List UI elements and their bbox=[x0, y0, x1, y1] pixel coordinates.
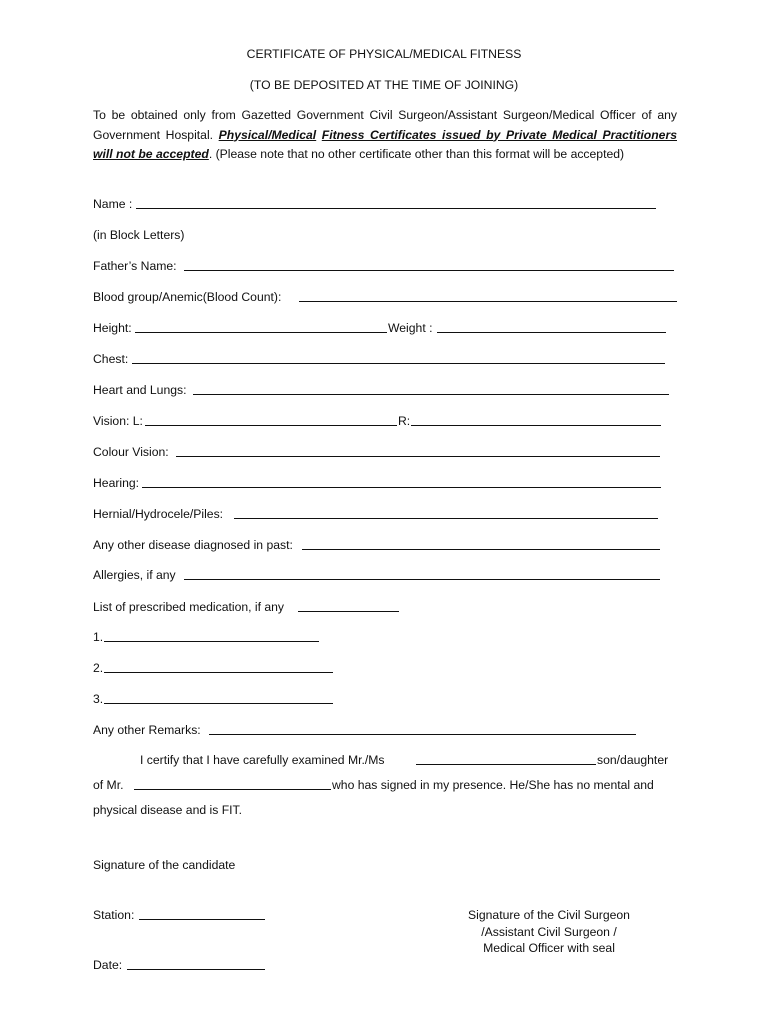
medication-item-2-label: 2. bbox=[93, 661, 104, 675]
station-field[interactable] bbox=[139, 919, 265, 920]
intro-emphasis-2: Fitness Certificates issued by Private Medical Practitioners will not be accepted bbox=[93, 127, 677, 161]
remarks-label: Any other Remarks: bbox=[93, 723, 201, 737]
weight-field[interactable] bbox=[437, 332, 666, 333]
date-label: Date: bbox=[93, 958, 123, 972]
parent-name-field[interactable] bbox=[134, 789, 331, 790]
vision-left-field[interactable] bbox=[145, 425, 397, 426]
remarks-field[interactable] bbox=[209, 734, 636, 735]
allergies-label: Allergies, if any bbox=[93, 568, 176, 582]
intro-text-1: To be obtained only from Gazetted Government Civil Surgeon/Assistant Surgeon/Medical Officer of any Government Hospital. bbox=[93, 108, 677, 142]
chest-field[interactable] bbox=[132, 363, 665, 364]
vision-right-field[interactable] bbox=[411, 425, 661, 426]
certify-text-4: who has signed in my presence. He/She has no mental and bbox=[332, 778, 654, 792]
medication-item-1-field[interactable] bbox=[104, 641, 319, 642]
medication-item-3-label: 3. bbox=[93, 692, 104, 706]
document-subtitle: (TO BE DEPOSITED AT THE TIME OF JOINING) bbox=[249, 78, 519, 92]
hearing-field[interactable] bbox=[142, 487, 661, 488]
blood-group-field[interactable] bbox=[299, 301, 677, 302]
colour-vision-label: Colour Vision: bbox=[93, 445, 169, 459]
intro-text-2: . (Please note that no other certificate other than this format will be accepted) bbox=[208, 147, 625, 161]
name-label: Name : bbox=[93, 197, 133, 211]
intro-emphasis-1: Physical/Medical bbox=[218, 127, 317, 142]
certify-text-2: son/daughter bbox=[597, 753, 669, 767]
vision-right-label: R: bbox=[398, 414, 411, 428]
heart-lungs-label: Heart and Lungs: bbox=[93, 383, 187, 397]
medication-label: List of prescribed medication, if any bbox=[93, 600, 285, 614]
chest-label: Chest: bbox=[93, 352, 129, 366]
medication-item-2-field[interactable] bbox=[104, 672, 333, 673]
certify-text-3: of Mr. bbox=[93, 778, 124, 792]
past-disease-field[interactable] bbox=[302, 549, 660, 550]
vision-left-label: Vision: L: bbox=[93, 414, 143, 428]
intro-paragraph bbox=[93, 106, 677, 165]
candidate-signature-label: Signature of the candidate bbox=[93, 858, 236, 872]
medication-item-1-label: 1. bbox=[93, 630, 104, 644]
father-name-label: Father’s Name: bbox=[93, 259, 177, 273]
hearing-label: Hearing: bbox=[93, 476, 140, 490]
colour-vision-field[interactable] bbox=[176, 456, 660, 457]
surgeon-signature-block bbox=[449, 907, 649, 957]
weight-label: Weight : bbox=[388, 321, 433, 335]
name-field[interactable] bbox=[136, 208, 656, 209]
allergies-field[interactable] bbox=[184, 579, 660, 580]
medication-item-3-field[interactable] bbox=[104, 703, 333, 704]
block-letters-note: (in Block Letters) bbox=[93, 228, 185, 242]
certify-text-1: I certify that I have carefully examined Mr./Ms bbox=[140, 753, 385, 767]
blood-group-label: Blood group/Anemic(Blood Count): bbox=[93, 290, 282, 304]
father-name-field[interactable] bbox=[184, 270, 674, 271]
station-label: Station: bbox=[93, 908, 135, 922]
heart-lungs-field[interactable] bbox=[193, 394, 669, 395]
date-field[interactable] bbox=[127, 969, 265, 970]
surgeon-signature-line-3: Medical Officer with seal bbox=[483, 941, 615, 955]
surgeon-signature-line-1: Signature of the Civil Surgeon bbox=[468, 908, 630, 922]
medication-field[interactable] bbox=[298, 611, 399, 612]
examined-name-field[interactable] bbox=[416, 764, 596, 765]
surgeon-signature-line-2: /Assistant Civil Surgeon / bbox=[481, 924, 617, 939]
height-label: Height: bbox=[93, 321, 132, 335]
height-field[interactable] bbox=[135, 332, 387, 333]
hernial-label: Hernial/Hydrocele/Piles: bbox=[93, 507, 224, 521]
certify-text-5: physical disease and is FIT. bbox=[93, 803, 243, 817]
hernial-field[interactable] bbox=[234, 518, 658, 519]
past-disease-label: Any other disease diagnosed in past: bbox=[93, 538, 293, 552]
document-title: CERTIFICATE OF PHYSICAL/MEDICAL FITNESS bbox=[246, 47, 522, 61]
